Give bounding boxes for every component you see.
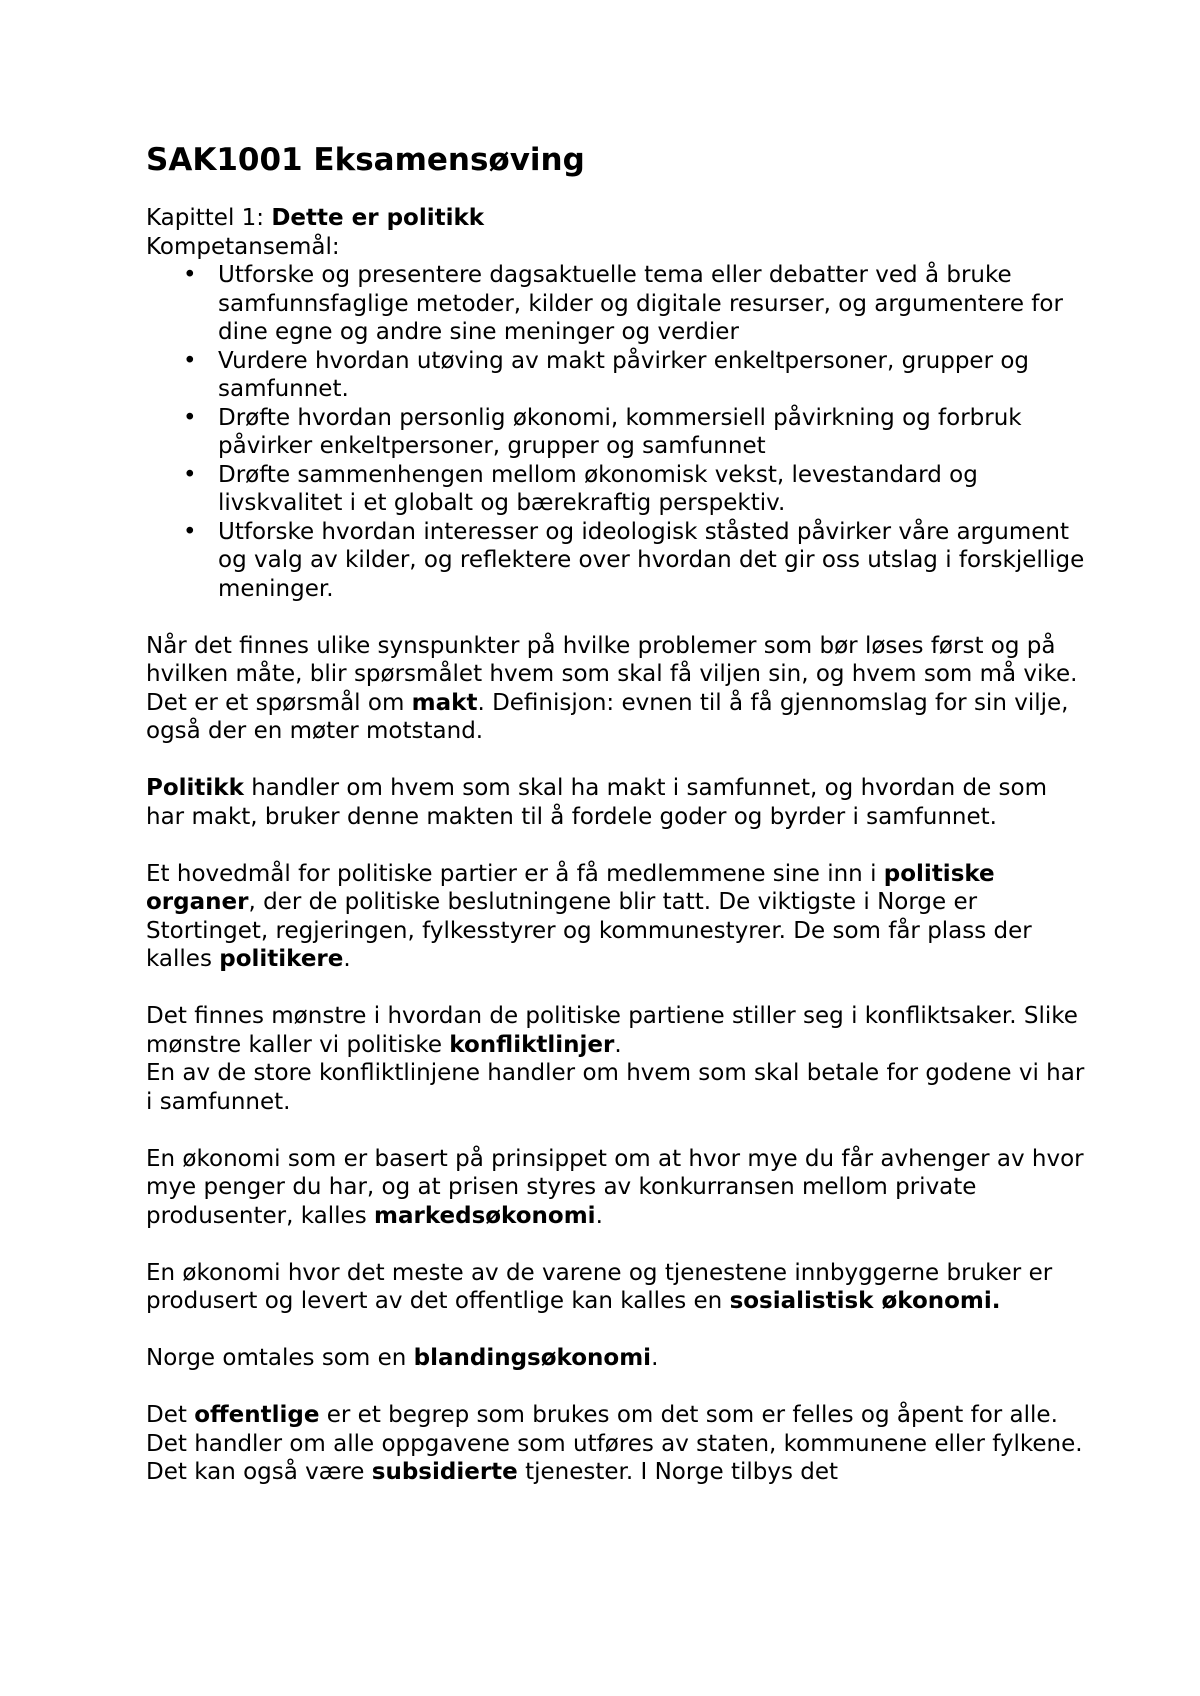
chapter-title: Dette er politikk xyxy=(271,205,485,231)
bullet-icon: • xyxy=(183,347,197,374)
term-sosialistisk-okonomi: sosialistisk økonomi. xyxy=(729,1288,1001,1314)
term-blandingsokonomi: blandingsøkonomi xyxy=(413,1345,652,1371)
text-run: . xyxy=(614,1031,622,1058)
term-politikk: Politikk xyxy=(146,775,244,801)
goal-item xyxy=(146,261,1086,347)
text-run: . Definisjon: evnen til å få gjennomslag for sin vilje, også der en møter motstand. xyxy=(146,689,1069,744)
goal-text: Utforske og presentere dagsaktuelle tema eller debatter ved å bruke samfunnsfaglige metoder, kilder og digitale resurser, og argumentere for dine egne og andre sine meninger og verdier xyxy=(218,262,1063,345)
term-politiske-organer: politiske organer xyxy=(146,860,995,915)
text-run: , der de politiske beslutningene blir tatt. De viktigste i Norge er Stortinget, regjeringen, fylkesstyrer og kommunestyrer. De som får plass der kalles xyxy=(146,889,1032,972)
text-run: handler om hvem som skal ha makt i samfunnet, og hvordan de som har makt, bruker denne makten til å fordele goder og byrder i samfunnet. xyxy=(146,775,1048,830)
chapter-prefix: Kapittel 1: xyxy=(146,205,272,231)
goal-item xyxy=(146,404,1086,461)
term-politikere: politikere xyxy=(219,946,344,972)
paragraph-makt xyxy=(146,632,1086,746)
document-page xyxy=(146,140,1086,1487)
text-run: En økonomi hvor det meste av de varene og tjenestene innbyggerne bruker er produsert og levert av det offentlige kan kalles en xyxy=(146,1259,1053,1314)
text-run: . xyxy=(343,946,351,972)
paragraph-sosialistisk-okonomi xyxy=(146,1259,1086,1316)
document-title: SAK1001 Eksamensøving xyxy=(146,142,585,178)
goal-item xyxy=(146,461,1086,518)
text-run: En økonomi som er basert på prinsippet om at hvor mye du får avhenger av hvor mye penger du har, og at prisen styres av konkurransen mellom private produsenter, kalles xyxy=(146,1145,1084,1229)
goal-text: Utforske hvordan interesser og ideologisk ståsted påvirker våre argument og valg av kilder, og reflektere over hvordan det gir oss utslag i forskjellige meninger. xyxy=(218,518,1085,602)
paragraph-konfliktlinje-godene: En av de store konfliktlinjene handler om hvem som skal betale for godene vi har i samfunnet. xyxy=(146,1060,1085,1115)
paragraph-markedsokonomi xyxy=(146,1145,1086,1231)
goal-text: Vurdere hvordan utøving av makt påvirker enkeltpersoner, grupper og samfunnet. xyxy=(218,347,1030,402)
paragraph-blandingsokonomi xyxy=(146,1344,1086,1373)
paragraph-konfliktlinjer xyxy=(146,1002,1086,1059)
term-makt: makt xyxy=(411,689,478,716)
text-run: Når det finnes ulike synspunkter på hvilke problemer som bør løses først og på hvilken måte, blir spørsmålet hvem som skal få viljen sin, og hvem som må vike. Det er et spørsmål om xyxy=(146,632,1078,716)
chapter-heading xyxy=(146,204,1086,233)
text-run: . xyxy=(595,1202,603,1229)
goal-text: Drøfte sammenhengen mellom økonomisk vekst, levestandard og livskvalitet i et globalt og bærekraftig perspektiv. xyxy=(218,461,978,516)
paragraph-politiske-organer xyxy=(146,860,1086,974)
goals-label: Kompetansemål: xyxy=(146,233,340,260)
bullet-icon: • xyxy=(183,461,197,488)
text-run: Det xyxy=(146,1402,195,1428)
paragraph-offentlige xyxy=(146,1401,1086,1487)
text-run: tjenester. I Norge tilbys det xyxy=(517,1459,839,1485)
goals-list xyxy=(146,261,1086,603)
bullet-icon: • xyxy=(183,518,197,545)
term-offentlige: offentlige xyxy=(194,1402,320,1428)
text-run: Norge omtales som en xyxy=(146,1345,414,1371)
term-konfliktlinjer: konfliktlinjer xyxy=(449,1031,615,1058)
term-subsidierte: subsidierte xyxy=(371,1459,518,1485)
goal-item xyxy=(146,518,1086,604)
text-run: Et hovedmål for politiske partier er å få medlemmene sine inn i xyxy=(146,860,884,887)
text-run: er et begrep som brukes om det som er felles og åpent for alle. Det handler om alle oppgavene som utføres av staten, kommunene eller fylkene. Det kan også være xyxy=(146,1402,1083,1485)
term-markedsokonomi: markedsøkonomi xyxy=(374,1202,596,1229)
bullet-icon: • xyxy=(183,404,197,431)
paragraph-politikk xyxy=(146,774,1086,831)
text-run: Det finnes mønstre i hvordan de politiske partiene stiller seg i konfliktsaker. Slike mønstre kaller vi politiske xyxy=(146,1003,1078,1058)
goal-text: Drøfte hvordan personlig økonomi, kommersiell påvirkning og forbruk påvirker enkeltpersoner, grupper og samfunnet xyxy=(218,404,1022,459)
bullet-icon: • xyxy=(183,262,197,288)
goal-item xyxy=(146,347,1086,404)
text-run: . xyxy=(651,1345,659,1371)
